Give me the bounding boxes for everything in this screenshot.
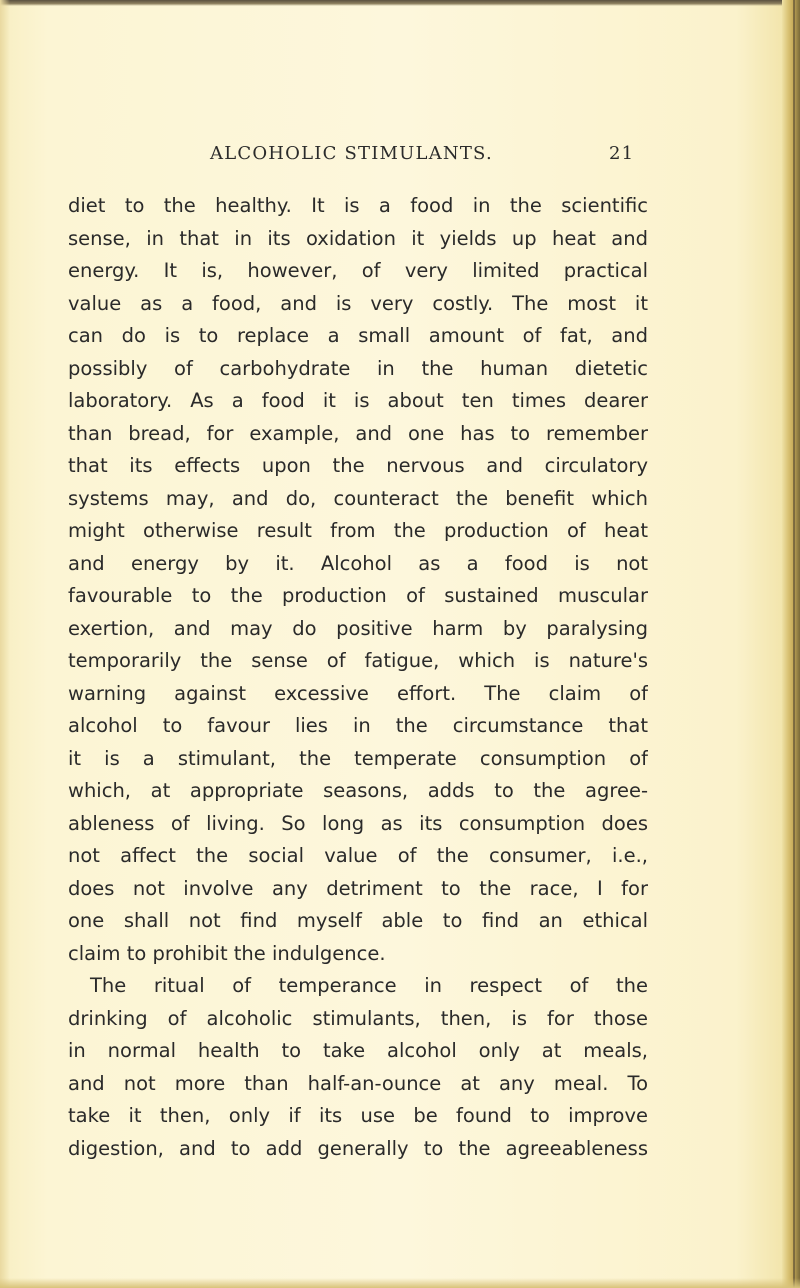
text-line: it is a stimulant, the temperate consumption of bbox=[68, 746, 648, 770]
text-line: warning against excessive effort. The claim of bbox=[68, 681, 648, 705]
page-number: 21 bbox=[609, 143, 635, 164]
text-line: laboratory. As a food it is about ten times dearer bbox=[68, 389, 648, 412]
text-line: can do is to replace a small amount of fat, and bbox=[68, 324, 648, 347]
text-line: ableness of living. So long as its consumption does bbox=[68, 811, 648, 835]
text-line: energy. It is, however, of very limited practical bbox=[68, 259, 648, 282]
text-line: favourable to the production of sustained muscular bbox=[68, 584, 648, 607]
text-line: does not involve any detriment to the race, I for bbox=[68, 876, 648, 900]
text-line: sense, in that in its oxidation it yields up heat and bbox=[68, 226, 648, 250]
page-left-edge bbox=[0, 0, 10, 1288]
text-line: drinking of alcoholic stimulants, then, is for those bbox=[68, 1006, 648, 1030]
text-line: might otherwise result from the production of heat bbox=[68, 519, 648, 542]
text-line: that its effects upon the nervous and circulatory bbox=[68, 454, 648, 477]
paragraph-start-line: The ritual of temperance in respect of the bbox=[90, 974, 648, 997]
body-text bbox=[68, 190, 648, 1165]
paragraph-end-line: claim to prohibit the indulgence. bbox=[68, 941, 386, 965]
book-gutter bbox=[782, 0, 800, 1288]
text-line: alcohol to favour lies in the circumstance that bbox=[68, 714, 648, 737]
text-line: than bread, for example, and one has to remember bbox=[68, 421, 648, 445]
text-line: one shall not find myself able to find an ethical bbox=[68, 909, 648, 932]
text-line: temporarily the sense of fatigue, which is nature's bbox=[68, 649, 648, 672]
page-header bbox=[68, 143, 648, 171]
text-line: which, at appropriate seasons, adds to the agree- bbox=[68, 779, 648, 802]
text-line: diet to the healthy. It is a food in the scientific bbox=[68, 194, 648, 217]
text-line: exertion, and may do positive harm by paralysing bbox=[68, 616, 648, 640]
gutter-shadow-line bbox=[793, 0, 795, 1288]
page-bottom-edge bbox=[0, 1278, 800, 1288]
text-line: take it then, only if its use be found to improve bbox=[68, 1104, 648, 1127]
running-head: ALCOHOLIC STIMULANTS. bbox=[210, 143, 493, 164]
text-line: and energy by it. Alcohol as a food is not bbox=[68, 551, 648, 575]
text-line: digestion, and to add generally to the agreeableness bbox=[68, 1136, 648, 1160]
text-line: in normal health to take alcohol only at meals, bbox=[68, 1039, 648, 1062]
text-line: value as a food, and is very costly. The most it bbox=[68, 291, 648, 315]
text-line: not affect the social value of the consumer, i.e., bbox=[68, 844, 648, 867]
page-top-edge bbox=[0, 0, 800, 6]
text-line: possibly of carbohydrate in the human dietetic bbox=[68, 356, 648, 380]
text-line: and not more than half-an-ounce at any meal. To bbox=[68, 1071, 648, 1095]
text-line: systems may, and do, counteract the benefit which bbox=[68, 486, 648, 510]
